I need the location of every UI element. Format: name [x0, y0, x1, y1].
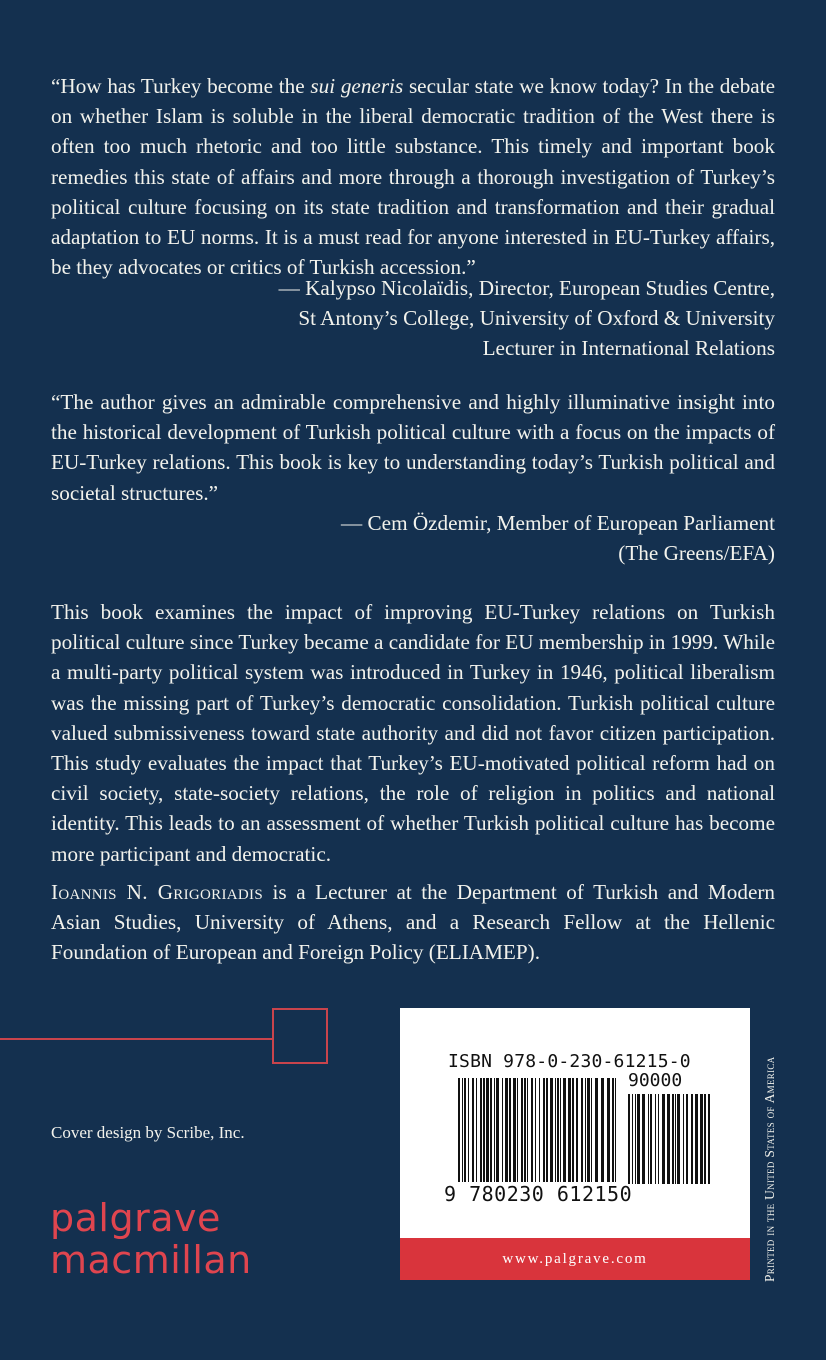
isbn-label: ISBN 978-0-230-61215-0: [448, 1051, 691, 1072]
endorsement-attribution-1: [51, 273, 775, 364]
barcode-bar: [648, 1094, 649, 1184]
barcode-bar: [585, 1078, 586, 1182]
barcode-bar: [572, 1078, 574, 1182]
endorsement-attribution-2: [51, 508, 775, 568]
publisher-logo-line1: palgrave: [50, 1196, 221, 1240]
barcode-bar: [476, 1078, 477, 1182]
barcode-bar: [683, 1094, 684, 1184]
decorative-square: [272, 1008, 328, 1064]
barcode-bar: [483, 1078, 485, 1182]
barcode-bar: [543, 1078, 545, 1182]
barcode-bar: [462, 1078, 463, 1182]
barcode-bar: [635, 1094, 636, 1184]
barcode-bar: [595, 1078, 598, 1182]
description-text: This book examines the impact of improving EU-Turkey relations on Turkish political culture since Turkey became a candidate for EU membership in 1999. While a multi-party political system was introduced in Turkey in 1946, political liberalism was the missing part of Turkey’s democratic consolidation. Turkish political culture valued submissiveness toward state authority and did not favor citizen participation. This study evaluates the impact that Turkey’s EU-motivated political reform had on civil society, state-society relations, the role of religion in politics and national identity. This leads to an assessment of whether Turkish political culture has become more participant and democratic.: [51, 600, 775, 866]
barcode-bar: [658, 1094, 659, 1184]
cover-design-credit: Cover design by Scribe, Inc.: [51, 1123, 245, 1142]
barcode-bar: [675, 1094, 676, 1184]
barcode-bar: [662, 1094, 665, 1184]
author-name: Ioannis N. Grigoriadis: [51, 880, 263, 904]
barcode-number: 9 780230 612150: [444, 1182, 633, 1206]
barcode-bar: [521, 1078, 523, 1182]
barcode-bar: [531, 1078, 533, 1182]
barcode-bar: [601, 1078, 604, 1182]
barcode-bar: [458, 1078, 460, 1182]
barcode-bar: [468, 1078, 469, 1182]
barcode-bar: [550, 1078, 553, 1182]
publisher-url: www.palgrave.com: [502, 1251, 648, 1267]
barcode-bar: [587, 1078, 590, 1182]
barcode-bar: [691, 1094, 693, 1184]
barcode-bar: [695, 1094, 698, 1184]
barcode-bar: [496, 1078, 499, 1182]
barcode-addon-bars: [628, 1094, 710, 1188]
barcode-bar: [560, 1078, 561, 1182]
author-bio-text: is a Lecturer at the Department of Turkish and Modern Asian Studies, University of Athens, and a Research Fellow at the Hellenic Foundation of European and Foreign Policy (ELIAMEP).: [51, 880, 775, 965]
barcode-bar: [576, 1078, 578, 1182]
author-bio: [51, 877, 775, 968]
attribution-line: — Kalypso Nicolaïdis, Director, European Studies Centre,: [278, 276, 775, 300]
barcode-bar: [486, 1078, 489, 1182]
barcode-bar: [612, 1078, 614, 1182]
quote1-lead: “How has Turkey become the: [51, 74, 311, 98]
barcode-bar: [502, 1078, 503, 1182]
attribution-line: Lecturer in International Relations: [482, 336, 775, 361]
barcode-bar: [539, 1078, 540, 1182]
barcode-bar: [628, 1094, 630, 1184]
publisher-logo-line2: macmillan: [50, 1238, 252, 1282]
barcode-bar: [517, 1078, 518, 1182]
book-description: [51, 597, 775, 869]
attribution-line: (The Greens/EFA): [618, 541, 775, 566]
barcode-bar: [686, 1094, 688, 1184]
quote1-rest: secular state we know today? In the debate on whether Islam is soluble in the liberal democratic tradition of the West there is often too much rhetoric and too little substance. This timely and important book remedies this state of affairs and more through a thorough investigation of Turkey’s political culture focusing on its state tradition and transformation and their gradual adaptation to EU norms. It is a must read for anyone interested in EU-Turkey affairs, be they advocates or critics of Turkish accession.”: [51, 74, 775, 280]
attribution-line: — Cem Özdemir, Member of European Parliament: [341, 511, 775, 535]
barcode-bar: [535, 1078, 536, 1182]
barcode-bar: [637, 1094, 640, 1184]
barcode-bar: [607, 1078, 610, 1182]
barcode-bar: [568, 1078, 571, 1182]
barcode-bar: [704, 1094, 706, 1184]
quote2-text: “The author gives an admirable comprehensive and highly illuminative insight into the historical development of Turkish political culture with a focus on the impacts of EU-Turkey relations. This book is key to understanding today’s Turkish political and societal structures.”: [51, 390, 775, 505]
barcode-bar: [667, 1094, 670, 1184]
barcode-bar: [509, 1078, 511, 1182]
barcode-bar: [480, 1078, 482, 1182]
barcode-bar: [672, 1094, 674, 1184]
barcode-bar: [708, 1094, 710, 1184]
barcode-bar: [632, 1094, 633, 1184]
barcode-bar: [615, 1078, 616, 1182]
decorative-line: [0, 1038, 272, 1040]
printed-in-note: Printed in the United States of America: [762, 1056, 777, 1282]
barcode-bar: [677, 1094, 680, 1184]
barcode-bar: [546, 1078, 548, 1182]
barcode-bar: [490, 1078, 492, 1182]
barcode-bar: [650, 1094, 652, 1184]
barcode-panel: [400, 1008, 750, 1280]
barcode-bar: [513, 1078, 516, 1182]
endorsement-quote-2: [51, 387, 775, 508]
barcode-bar: [464, 1078, 466, 1182]
barcode-main-bars: [458, 1078, 616, 1192]
barcode-bar: [557, 1078, 559, 1182]
barcode-bar: [505, 1078, 508, 1182]
barcode-bar: [700, 1094, 703, 1184]
barcode-bar: [527, 1078, 528, 1182]
barcode-bar: [591, 1078, 592, 1182]
barcode-bar: [555, 1078, 556, 1182]
attribution-line: St Antony’s College, University of Oxford & University: [298, 306, 775, 331]
barcode-bar: [581, 1078, 583, 1182]
barcode-bar: [494, 1078, 495, 1182]
barcode-bar: [655, 1094, 656, 1184]
barcode-bar: [524, 1078, 526, 1182]
barcode-bar: [642, 1094, 645, 1184]
quote1-italic: sui generis: [310, 74, 404, 98]
price-code: 90000: [628, 1070, 683, 1091]
barcode-bar: [472, 1078, 474, 1182]
endorsement-quote-1: [51, 71, 775, 282]
barcode-bar: [563, 1078, 566, 1182]
